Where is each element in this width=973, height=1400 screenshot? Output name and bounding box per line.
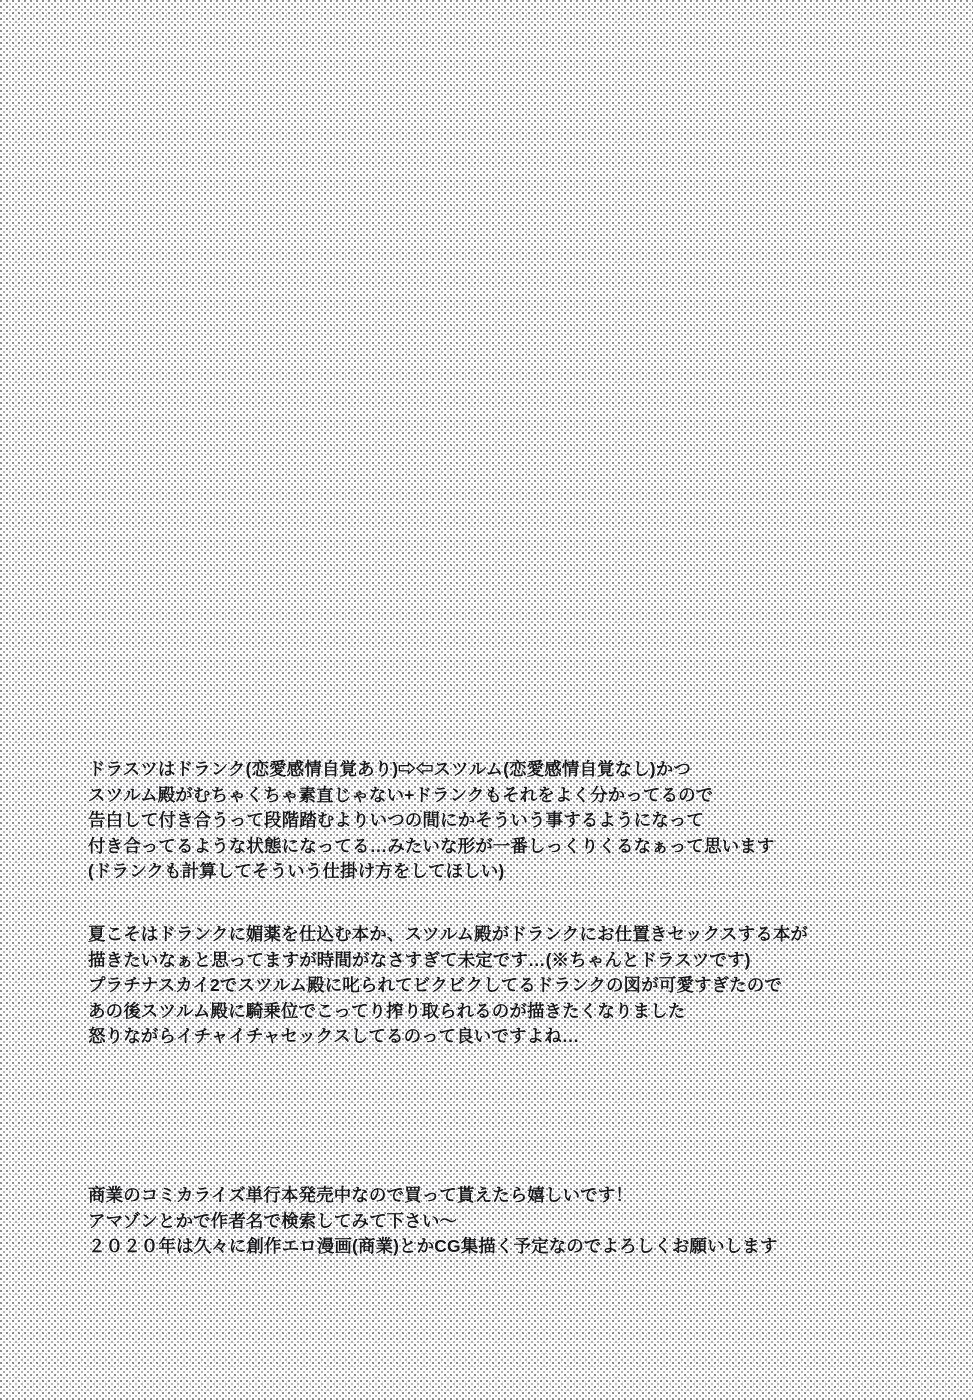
text-line: ２０２０年は久々に創作エロ漫画(商業)とかCG集描く予定なのでよろしくお願いします (88, 1236, 778, 1256)
text-line: 夏こそはドランクに媚薬を仕込む本か、スツルム殿がドランクにお仕置きセックスする本が (88, 924, 809, 944)
text-line: プラチナスカイ2でスツルム殿に叱られてビクビクしてるドランクの図が可愛すぎたので (88, 975, 782, 995)
text-line: 付き合ってるような状態になってる…みたいな形が一番しっくりくるなぁって思います (88, 835, 775, 856)
text-line: アマゾンとかで作者名で検索してみて下さい〜 (88, 1210, 458, 1231)
text-line: 告白して付き合うって段階踏むよりいつの間にかそういう事するようになって (88, 810, 704, 830)
text-line: あの後スツルム殿に騎乗位でこってり搾り取られるのが描きたくなりました (88, 1000, 686, 1021)
text-line: ドラスツはドランク(恋愛感情自覚あり)⇨⇦スツルム(恋愛感情自覚なし)かつ (88, 759, 691, 779)
text-line: スツルム殿がむちゃくちゃ素直じゃない+ドランクもそれをよく分かってるので (88, 784, 714, 805)
text-line: (ドランクも計算してそういう仕掛け方をしてほしい) (88, 861, 505, 881)
afterword-pairing-note (88, 757, 774, 885)
text-line: 描きたいなぁと思ってますが時間がなさすぎて未定です…(※ちゃんとドラスツです) (88, 949, 751, 970)
text-line: 怒りながらイチャイチャセックスしてるのって良いですよね… (88, 1026, 580, 1046)
afterword-plans-note (88, 922, 808, 1050)
text-line: 商業のコミカライズ単行本発売中なので買って貰えたら嬉しいです！ (88, 1185, 633, 1205)
afterword-promo-note (88, 1183, 778, 1260)
